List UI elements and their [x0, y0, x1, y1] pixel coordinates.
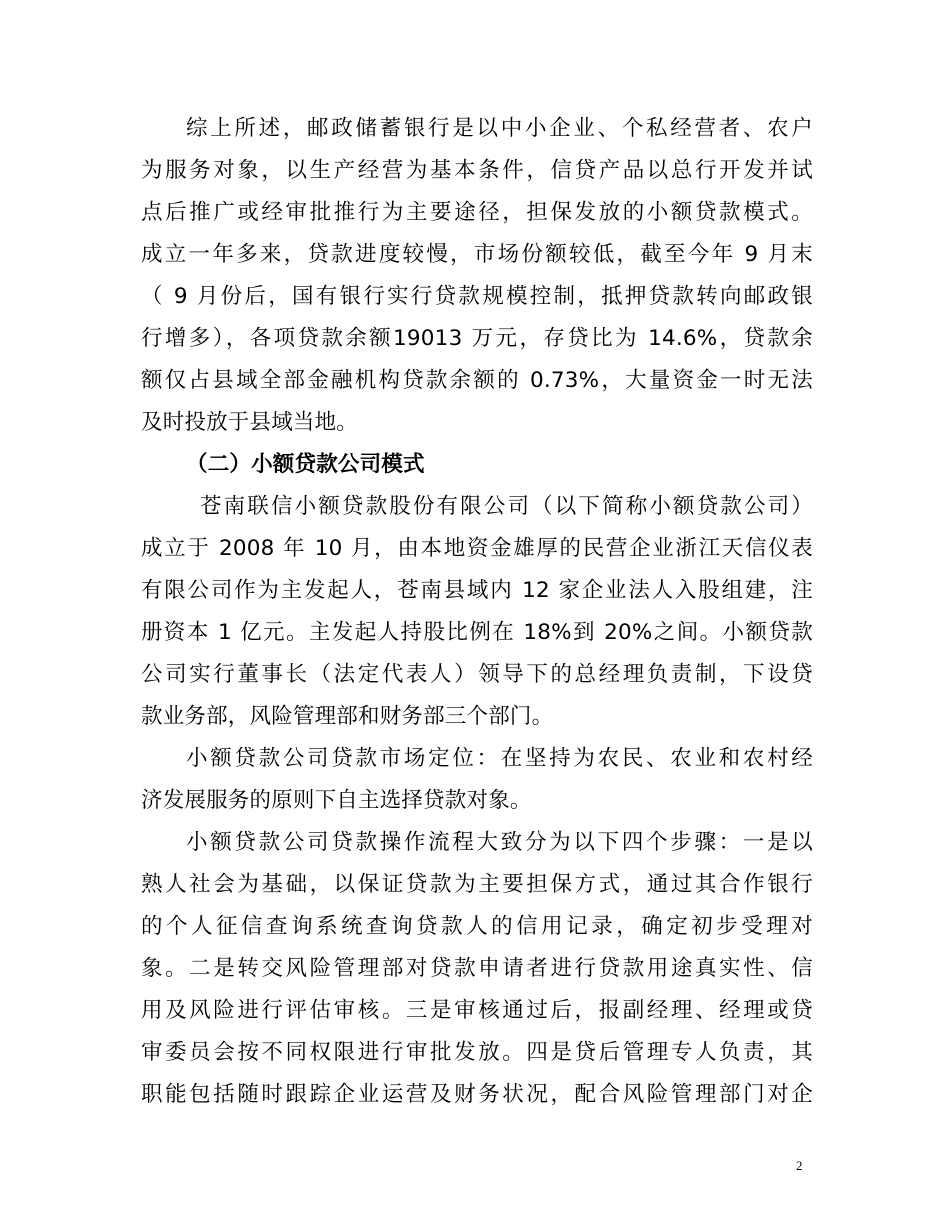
paragraph-4-line-4: 象。二是转交风险管理部对贷款申请者进行贷款用途真实性、信 — [141, 956, 813, 981]
paragraph-1-line-1: 综上所述，邮政储蓄银行是以中小企业、个私经营者、农户 — [186, 116, 813, 141]
paragraph-4-line-7: 职能包括随时跟踪企业运营及财务状况，配合风险管理部门对企 — [141, 1082, 813, 1107]
paragraph-1-line-4: 成立一年多来，贷款进度较慢，市场份额较低，截至今年 9 月末 — [141, 242, 813, 267]
paragraph-1-line-5: （ 9 月份后，国有银行实行贷款规模控制，抵押贷款转向邮政银 — [141, 284, 813, 309]
paragraph-2-line-6: 款业务部，风险管理部和财务部三个部门。 — [141, 704, 554, 729]
paragraph-2-line-3: 有限公司作为主发起人，苍南县域内 12 家企业法人入股组建，注 — [141, 578, 813, 603]
paragraph-2-line-1: 苍南联信小额贷款股份有限公司（以下简称小额贷款公司） — [200, 494, 813, 519]
paragraph-2-line-4: 册资本 1 亿元。主发起人持股比例在 18%到 20%之间。小额贷款 — [141, 620, 813, 645]
paragraph-1-line-7: 额仅占县域全部金融机构贷款余额的 0.73%，大量资金一时无法 — [141, 368, 813, 393]
page-number: 2 — [796, 1158, 803, 1173]
section-heading: （二）小额贷款公司模式 — [186, 452, 425, 477]
paragraph-2-line-2: 成立于 2008 年 10 月，由本地资金雄厚的民营企业浙江天信仪表 — [141, 536, 813, 561]
paragraph-1-line-3: 点后推广或经审批推行为主要途径，担保发放的小额贷款模式。 — [141, 200, 813, 225]
paragraph-1-line-6: 行增多），各项贷款余额19013 万元，存贷比为 14.6%，贷款余 — [141, 326, 813, 351]
paragraph-1-line-2: 为服务对象，以生产经营为基本条件，信贷产品以总行开发并试 — [141, 158, 813, 183]
paragraph-4-line-1: 小额贷款公司贷款操作流程大致分为以下四个步骤：一是以 — [186, 830, 813, 855]
paragraph-2-line-5: 公司实行董事长（法定代表人）领导下的总经理负责制，下设贷 — [141, 662, 813, 687]
paragraph-3-line-1: 小额贷款公司贷款市场定位：在坚持为农民、农业和农村经 — [186, 746, 813, 771]
paragraph-3-line-2: 济发展服务的原则下自主选择贷款对象。 — [141, 788, 532, 813]
paragraph-4-line-3: 的个人征信查询系统查询贷款人的信用记录，确定初步受理对 — [141, 914, 813, 939]
paragraph-4-line-5: 用及风险进行评估审核。三是审核通过后，报副经理、经理或贷 — [141, 998, 813, 1023]
paragraph-4-line-2: 熟人社会为基础，以保证贷款为主要担保方式，通过其合作银行 — [141, 872, 813, 897]
paragraph-1-line-8: 及时投放于县域当地。 — [141, 410, 359, 435]
paragraph-4-line-6: 审委员会按不同权限进行审批发放。四是贷后管理专人负责，其 — [141, 1040, 813, 1065]
